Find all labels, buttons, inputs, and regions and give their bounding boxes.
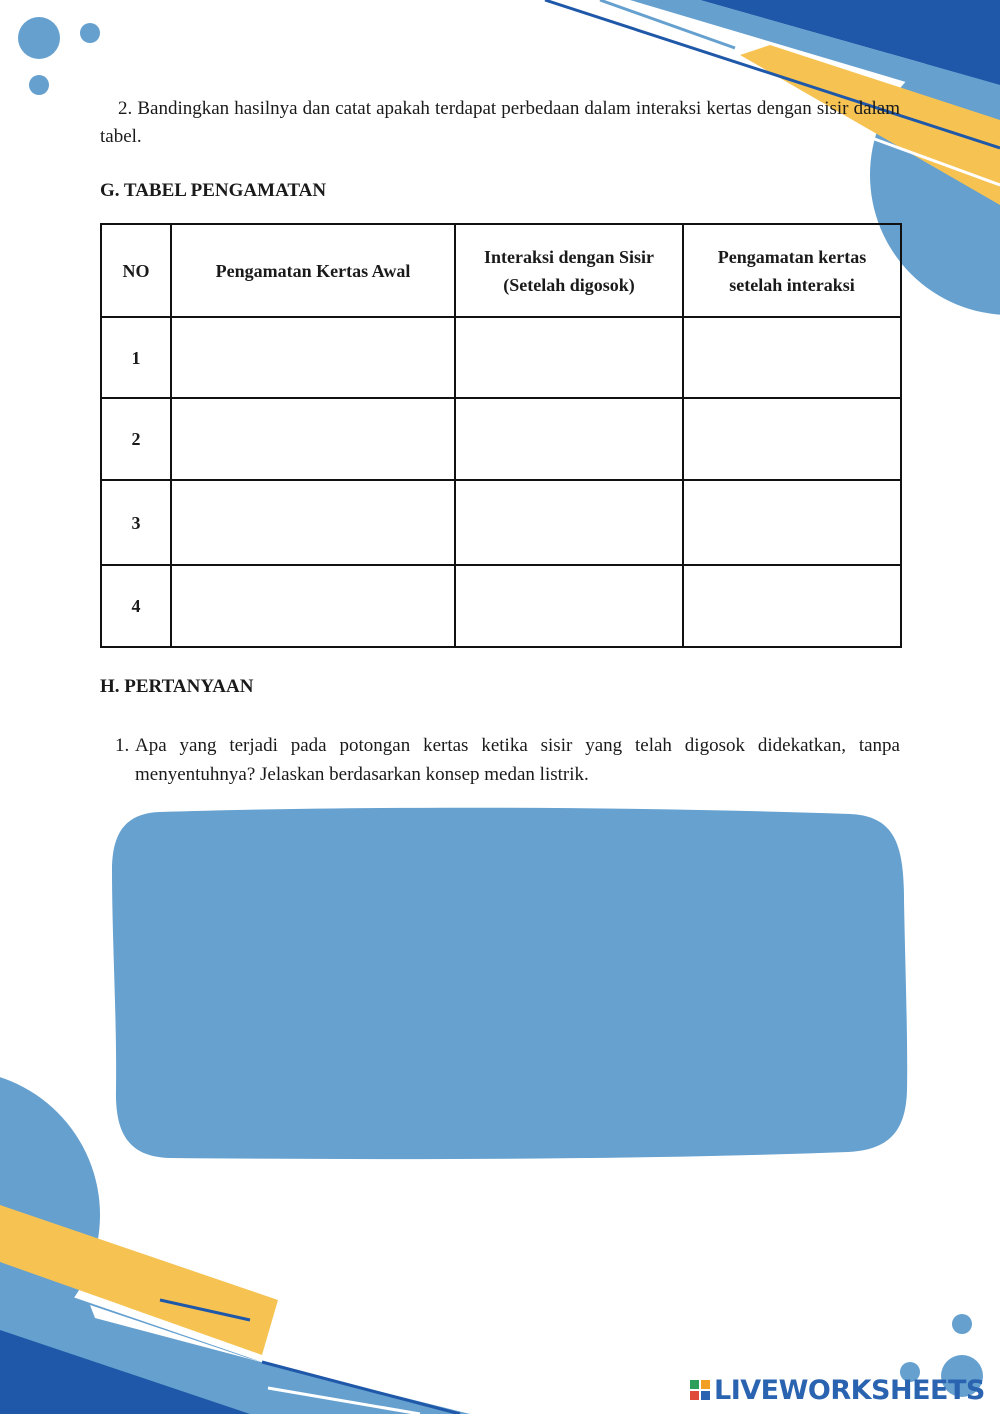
- row-number: 1: [101, 317, 171, 398]
- intro-text: Bandingkan hasilnya dan catat apakah terdapat perbedaan dalam interaksi kertas dengan sisir dalam tabel.: [100, 98, 900, 147]
- question-number: 1.: [115, 735, 130, 756]
- header-after-observation: Pengamatan kertas setelah interaksi: [683, 224, 901, 317]
- header-comb-interaction: Interaksi dengan Sisir (Setelah digosok): [455, 224, 683, 317]
- row-number: 4: [101, 565, 171, 647]
- question-text: Apa yang terjadi pada potongan kertas ketika sisir yang telah digosok didekatkan, tanpa menyentuhnya? Jelaskan berdasarkan konsep medan listrik.: [135, 735, 900, 785]
- row-number: 2: [101, 398, 171, 480]
- liveworksheets-logo: [690, 1374, 985, 1406]
- header-initial-observation: Pengamatan Kertas Awal: [171, 224, 455, 317]
- liveworksheets-logo-icon: [690, 1380, 710, 1400]
- intro-number: 2.: [118, 98, 133, 119]
- answer-box[interactable]: [112, 808, 907, 1159]
- row-number: 3: [101, 480, 171, 565]
- section-g-title: G. TABEL PENGAMATAN: [100, 180, 327, 201]
- header-no: NO: [101, 224, 171, 317]
- logo-text: LIVEWORKSHEETS: [714, 1374, 985, 1406]
- section-h-title: H. PERTANYAAN: [100, 676, 254, 697]
